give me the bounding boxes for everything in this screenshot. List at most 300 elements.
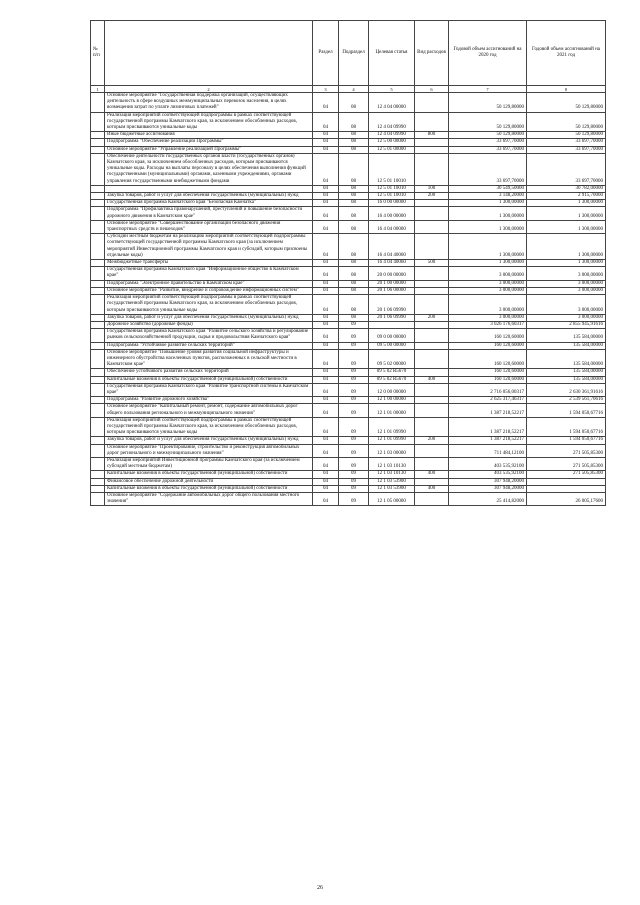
cell-2021: 271 505,85300 — [527, 471, 606, 478]
cell-target-article: 12 1 03 10130 — [369, 471, 415, 478]
table-row — [91, 492, 606, 505]
cell-expense-type — [415, 369, 449, 376]
cell-podrazdel: 09 — [339, 485, 369, 492]
cell-podrazdel: 09 — [339, 376, 369, 383]
cell-2021: 135 584,00000 — [527, 376, 606, 383]
cell-2021: 2 915,70000 — [527, 193, 606, 200]
table-row — [91, 444, 606, 457]
table-row — [91, 376, 606, 383]
cell-num — [91, 349, 105, 369]
cell-name: Подпрограмма "Обеспечение реализации Программы" — [105, 139, 313, 146]
cell-2020: 50 129,80000 — [449, 132, 527, 139]
cell-target-article: 12 1 01 09990 — [369, 437, 415, 444]
cell-expense-type — [415, 234, 449, 260]
cell-2020: 1 300,00000 — [449, 220, 527, 233]
cell-name: Государственная программа Камчатского края "Информационное общество в Камчатском крае" — [105, 267, 313, 280]
cell-name: Реализация мероприятий соответствующей подпрограммы в рамках соответствующей государственной программы Камчатского края, за исключением обособленных расходов, которым присваиваются уникальные коды — [105, 112, 313, 132]
header-target-article: Целевая статья — [369, 21, 415, 86]
cell-razdel: 04 — [313, 417, 339, 437]
cell-2021: 3 000,00000 — [527, 287, 606, 294]
table-row — [91, 234, 606, 260]
cell-target-article: 12 1 03 53900 — [369, 478, 415, 485]
cell-podrazdel: 08 — [339, 200, 369, 207]
table-row — [91, 260, 606, 267]
cell-name: Основное мероприятие "Государственная поддержка организаций, осуществляющих деятельность в сфере воздушных межмуниципальных перевозок населения, в целях возмещения затрат по уплате лизинговых платежей" — [105, 93, 313, 113]
table-row — [91, 295, 606, 315]
table-row — [91, 153, 606, 185]
cell-target-article: 09 5 02 00000 — [369, 349, 415, 369]
cell-target-article: 12 1 03 00000 — [369, 444, 415, 457]
cell-target-article: 12 1 03 53900 — [369, 485, 415, 492]
cell-2021: 2 539 561,70616 — [527, 397, 606, 404]
cell-razdel: 04 — [313, 349, 339, 369]
cell-razdel: 04 — [313, 220, 339, 233]
cell-target-article: 12 1 03 10130 — [369, 457, 415, 470]
table-row — [91, 321, 606, 328]
cell-target-article: 16 4 04 00000 — [369, 220, 415, 233]
cell-num — [91, 369, 105, 376]
cell-razdel: 04 — [313, 185, 339, 192]
cell-podrazdel: 08 — [339, 267, 369, 280]
cell-target-article: 12 4 04 09990 — [369, 132, 415, 139]
cell-name — [105, 185, 313, 192]
cell-num — [91, 132, 105, 139]
cell-2020: 307 948,20000 — [449, 478, 527, 485]
cell-num — [91, 153, 105, 185]
cell-target-article: 12 5 01 10010 — [369, 153, 415, 185]
cell-podrazdel: 08 — [339, 146, 369, 153]
cell-num — [91, 280, 105, 287]
cell-name: Закупка товаров, работ и услуг для обеспечения государственных (муниципальных) нужд — [105, 193, 313, 200]
cell-expense-type — [415, 457, 449, 470]
table-row — [91, 485, 606, 492]
cell-razdel: 04 — [313, 295, 339, 315]
cell-num — [91, 437, 105, 444]
cell-2020: 1 387 218,52217 — [449, 404, 527, 417]
cell-2021: 135 584,00000 — [527, 349, 606, 369]
cell-expense-type — [415, 139, 449, 146]
cell-num — [91, 444, 105, 457]
cell-num — [91, 267, 105, 280]
cell-razdel: 04 — [313, 193, 339, 200]
cell-name: Государственная программа Камчатского края "Развитие транспортной системы в Камчатском крае" — [105, 383, 313, 396]
cell-num — [91, 404, 105, 417]
cell-target-article: 09 5 02 R5670 — [369, 376, 415, 383]
cell-expense-type — [415, 329, 449, 342]
cell-expense-type — [415, 404, 449, 417]
cell-podrazdel: 08 — [339, 153, 369, 185]
cell-2020: 30 549,50000 — [449, 185, 527, 192]
cell-razdel: 04 — [313, 437, 339, 444]
cell-2020: 3 000,00000 — [449, 267, 527, 280]
cell-num — [91, 200, 105, 207]
cell-2020: 2 625 317,46317 — [449, 397, 527, 404]
cell-podrazdel: 08 — [339, 260, 369, 267]
header-name — [105, 21, 313, 86]
cell-num — [91, 485, 105, 492]
cell-num — [91, 314, 105, 321]
table-row — [91, 93, 606, 113]
table-row — [91, 457, 606, 470]
table-row — [91, 200, 606, 207]
colnum: 8 — [527, 86, 606, 93]
cell-podrazdel: 09 — [339, 478, 369, 485]
cell-num — [91, 492, 105, 505]
cell-2021: 135 584,00000 — [527, 342, 606, 349]
cell-razdel: 04 — [313, 314, 339, 321]
cell-2020: 3 148,20000 — [449, 193, 527, 200]
cell-name: Обеспечение устойчивого развития сельских территорий — [105, 369, 313, 376]
colnum: 2 — [105, 86, 313, 93]
cell-2021: 3 000,00000 — [527, 295, 606, 315]
colnum: 6 — [415, 86, 449, 93]
table-row — [91, 267, 606, 280]
table-row — [91, 193, 606, 200]
cell-expense-type: 400 — [415, 376, 449, 383]
cell-target-article: 16 4 00 00000 — [369, 207, 415, 220]
table-row — [91, 207, 606, 220]
cell-num — [91, 93, 105, 113]
cell-razdel: 04 — [313, 404, 339, 417]
cell-expense-type — [415, 287, 449, 294]
cell-target-article: 12 5 01 00000 — [369, 146, 415, 153]
cell-name: Капитальные вложения в объекты государственной (муниципальной) собственности — [105, 376, 313, 383]
cell-podrazdel: 09 — [339, 342, 369, 349]
cell-target-article: 09 5 02 R5670 — [369, 369, 415, 376]
cell-razdel: 04 — [313, 444, 339, 457]
cell-podrazdel: 08 — [339, 112, 369, 132]
cell-name: Подпрограмма "Профилактика правонарушений, преступлений и повышение безопасности дорожного движения в Камчатском крае" — [105, 207, 313, 220]
cell-2021: 30 782,00000 — [527, 185, 606, 192]
cell-expense-type: 200 — [415, 193, 449, 200]
cell-podrazdel: 09 — [339, 444, 369, 457]
cell-target-article: 20 1 06 09990 — [369, 314, 415, 321]
cell-razdel: 04 — [313, 234, 339, 260]
cell-target-article: 20 0 00 00000 — [369, 267, 415, 280]
cell-target-article: 16 4 04 40060 — [369, 234, 415, 260]
cell-2021: 33 697,70000 — [527, 153, 606, 185]
cell-razdel: 04 — [313, 342, 339, 349]
cell-podrazdel: 09 — [339, 383, 369, 396]
header-num: № п/п — [91, 21, 105, 86]
cell-podrazdel: 08 — [339, 207, 369, 220]
budget-table — [90, 20, 606, 506]
cell-name: Подпрограмма "Электронное правительство в Камчатском крае" — [105, 280, 313, 287]
cell-2020: 50 129,80000 — [449, 93, 527, 113]
cell-name: Капитальные вложения в объекты государственной (муниципальной) собственности — [105, 471, 313, 478]
cell-expense-type — [415, 200, 449, 207]
cell-2021: 135 584,00000 — [527, 329, 606, 342]
cell-name: Основное мероприятие "Развитие, внедрение и сопровождение информационных систем" — [105, 287, 313, 294]
cell-expense-type — [415, 112, 449, 132]
cell-name: Реализация мероприятий соответствующей подпрограммы в рамках соответствующей государственной программы Камчатского края, за исключением обособленных расходов, которым присваиваются уникальные коды — [105, 295, 313, 315]
cell-2020: 2 716 056,00317 — [449, 383, 527, 396]
cell-2021: 1 594 050,67716 — [527, 417, 606, 437]
cell-2020: 1 300,00000 — [449, 207, 527, 220]
cell-2021: 33 697,70000 — [527, 146, 606, 153]
cell-razdel: 04 — [313, 376, 339, 383]
cell-num — [91, 287, 105, 294]
cell-target-article: 12 4 04 00000 — [369, 93, 415, 113]
cell-name: Основное мероприятие "Совершенствование организации безопасного движения транспортных средств и пешеходов" — [105, 220, 313, 233]
cell-2020: 160 120,60000 — [449, 342, 527, 349]
cell-podrazdel: 08 — [339, 295, 369, 315]
header-expense-type: Вид расходов — [415, 21, 449, 86]
cell-podrazdel: 08 — [339, 132, 369, 139]
cell-podrazdel: 09 — [339, 492, 369, 505]
colnum: 5 — [369, 86, 415, 93]
cell-expense-type — [415, 321, 449, 328]
cell-expense-type: 200 — [415, 314, 449, 321]
cell-name: Подпрограмма "Устойчивое развитие сельских территорий" — [105, 342, 313, 349]
cell-expense-type — [415, 207, 449, 220]
cell-podrazdel: 08 — [339, 193, 369, 200]
cell-name: Основное мероприятие "Содержание автомобильных дорог общего пользования местного значения" — [105, 492, 313, 505]
cell-razdel: 04 — [313, 329, 339, 342]
cell-num — [91, 321, 105, 328]
cell-expense-type — [415, 397, 449, 404]
cell-expense-type — [415, 492, 449, 505]
cell-2021: 1 300,00000 — [527, 200, 606, 207]
cell-2021: 3 000,00000 — [527, 267, 606, 280]
cell-podrazdel: 08 — [339, 139, 369, 146]
cell-target-article — [369, 321, 415, 328]
cell-podrazdel: 08 — [339, 287, 369, 294]
cell-2020: 25 414,82000 — [449, 492, 527, 505]
cell-expense-type — [415, 153, 449, 185]
cell-num — [91, 397, 105, 404]
cell-target-article: 12 1 00 00000 — [369, 397, 415, 404]
cell-expense-type — [415, 295, 449, 315]
cell-razdel: 04 — [313, 492, 339, 505]
cell-num — [91, 329, 105, 342]
column-number-row — [91, 86, 606, 93]
cell-name: Подпрограмма "Развитие дорожного хозяйства" — [105, 397, 313, 404]
table-row — [91, 139, 606, 146]
cell-name: Государственная программа Камчатского края "Безопасная Камчатка" — [105, 200, 313, 207]
table-row — [91, 404, 606, 417]
cell-2020: 3 000,00000 — [449, 295, 527, 315]
cell-razdel: 04 — [313, 153, 339, 185]
table-row — [91, 132, 606, 139]
table-row — [91, 383, 606, 396]
cell-expense-type — [415, 417, 449, 437]
cell-razdel: 04 — [313, 260, 339, 267]
cell-2021: 50 129,80000 — [527, 93, 606, 113]
table-row — [91, 397, 606, 404]
cell-podrazdel: 09 — [339, 329, 369, 342]
cell-expense-type: 200 — [415, 437, 449, 444]
cell-target-article: 12 5 00 00000 — [369, 139, 415, 146]
header-2020: Годовой объем ассигнований на 2020 год — [449, 21, 527, 86]
cell-2020: 160 120,60000 — [449, 349, 527, 369]
cell-2021: 3 000,00000 — [527, 280, 606, 287]
cell-2020: 3 026 176,60317 — [449, 321, 527, 328]
cell-target-article: 12 1 01 00000 — [369, 404, 415, 417]
cell-expense-type — [415, 383, 449, 396]
table-row — [91, 112, 606, 132]
budget-table-page — [90, 20, 605, 506]
cell-num — [91, 234, 105, 260]
table-row — [91, 280, 606, 287]
cell-target-article: 20 1 06 00000 — [369, 287, 415, 294]
cell-2020: 160 120,60000 — [449, 369, 527, 376]
cell-name: Закупка товаров, работ и услуг для обеспечения государственных (муниципальных) нужд — [105, 314, 313, 321]
table-row — [91, 329, 606, 342]
cell-num — [91, 185, 105, 192]
cell-expense-type — [415, 93, 449, 113]
cell-num — [91, 220, 105, 233]
table-row — [91, 437, 606, 444]
cell-podrazdel: 09 — [339, 471, 369, 478]
cell-podrazdel: 09 — [339, 404, 369, 417]
cell-expense-type — [415, 146, 449, 153]
cell-podrazdel: 09 — [339, 437, 369, 444]
cell-expense-type — [415, 342, 449, 349]
cell-name: Государственная программа Камчатского края "Развитие сельского хозяйства и регулирование рынков сельскохозяйственной продукции, сырья и продовольствия Камчатского края" — [105, 329, 313, 342]
table-row — [91, 314, 606, 321]
header-2021: Годовой объем ассигнований на 2021 год — [527, 21, 606, 86]
cell-podrazdel: 08 — [339, 280, 369, 287]
cell-2021 — [527, 478, 606, 485]
cell-expense-type — [415, 280, 449, 287]
cell-razdel: 04 — [313, 280, 339, 287]
cell-razdel: 04 — [313, 93, 339, 113]
cell-razdel: 04 — [313, 146, 339, 153]
cell-2020: 1 300,00000 — [449, 234, 527, 260]
cell-2021: 1 300,00000 — [527, 260, 606, 267]
cell-expense-type — [415, 444, 449, 457]
cell-razdel: 04 — [313, 369, 339, 376]
cell-razdel: 04 — [313, 139, 339, 146]
cell-razdel: 04 — [313, 397, 339, 404]
cell-name: Финансовое обеспечение дорожной деятельности — [105, 478, 313, 485]
cell-podrazdel: 09 — [339, 349, 369, 369]
cell-2021: 33 697,70000 — [527, 139, 606, 146]
cell-num — [91, 139, 105, 146]
cell-name: Основное мероприятие "Управление реализацией Программы" — [105, 146, 313, 153]
cell-target-article: 12 1 01 09990 — [369, 417, 415, 437]
cell-num — [91, 342, 105, 349]
cell-num — [91, 207, 105, 220]
cell-target-article: 20 1 06 09990 — [369, 295, 415, 315]
colnum: 7 — [449, 86, 527, 93]
table-row — [91, 220, 606, 233]
cell-2020: 3 000,00000 — [449, 280, 527, 287]
cell-razdel: 04 — [313, 471, 339, 478]
cell-target-article: 20 1 00 00000 — [369, 280, 415, 287]
cell-expense-type — [415, 349, 449, 369]
cell-target-article: 12 1 05 00000 — [369, 492, 415, 505]
cell-2021: 50 129,80000 — [527, 112, 606, 132]
cell-podrazdel: 09 — [339, 369, 369, 376]
cell-podrazdel: 09 — [339, 321, 369, 328]
cell-name: Капитальные вложения в объекты государственной (муниципальной) собственности — [105, 485, 313, 492]
cell-target-article: 12 5 01 10010 — [369, 193, 415, 200]
cell-2020: 1 300,00000 — [449, 260, 527, 267]
cell-target-article: 12 5 01 10010 — [369, 185, 415, 192]
cell-2020: 1 387 218,52217 — [449, 437, 527, 444]
cell-2021: 1 300,00000 — [527, 234, 606, 260]
table-row — [91, 478, 606, 485]
cell-podrazdel: 09 — [339, 397, 369, 404]
cell-num — [91, 383, 105, 396]
header-row — [91, 21, 606, 86]
cell-expense-type: 400 — [415, 485, 449, 492]
cell-target-article: 16 4 04 40060 — [369, 260, 415, 267]
cell-2021: 1 594 050,67716 — [527, 404, 606, 417]
cell-razdel: 04 — [313, 132, 339, 139]
cell-podrazdel: 09 — [339, 457, 369, 470]
cell-expense-type: 400 — [415, 471, 449, 478]
colnum: 3 — [313, 86, 339, 93]
cell-razdel: 04 — [313, 112, 339, 132]
cell-podrazdel: 08 — [339, 234, 369, 260]
cell-razdel: 04 — [313, 321, 339, 328]
page-number: 26 — [317, 885, 323, 891]
table-row — [91, 146, 606, 153]
cell-2020: 50 129,80000 — [449, 112, 527, 132]
cell-name: Реализация мероприятий Инвестиционной программы Камчатского края (за исключением субсидий местным бюджетам) — [105, 457, 313, 470]
cell-expense-type: 500 — [415, 260, 449, 267]
cell-expense-type: 800 — [415, 132, 449, 139]
table-row — [91, 287, 606, 294]
cell-podrazdel: 08 — [339, 220, 369, 233]
cell-target-article: 12 4 04 09990 — [369, 112, 415, 132]
header-razdel: Раздел — [313, 21, 339, 86]
cell-2020: 3 000,00000 — [449, 287, 527, 294]
cell-num — [91, 471, 105, 478]
table-row — [91, 471, 606, 478]
cell-2021 — [527, 485, 606, 492]
cell-podrazdel: 08 — [339, 185, 369, 192]
cell-num — [91, 457, 105, 470]
cell-num — [91, 417, 105, 437]
cell-num — [91, 295, 105, 315]
cell-name: Иные бюджетные ассигнования — [105, 132, 313, 139]
cell-podrazdel: 09 — [339, 417, 369, 437]
cell-num — [91, 146, 105, 153]
cell-name: Дорожное хозяйство (дорожные фонды) — [105, 321, 313, 328]
cell-2020: 1 300,00000 — [449, 200, 527, 207]
cell-2020: 403 535,92100 — [449, 457, 527, 470]
cell-2020: 33 697,70000 — [449, 153, 527, 185]
cell-name: Реализация мероприятий соответствующей подпрограммы в рамках соответствующей государственной программы Камчатского края, за исключением обособленных расходов, которым присваиваются уникальные коды — [105, 417, 313, 437]
cell-target-article: 09 0 00 00000 — [369, 329, 415, 342]
cell-2021: 26 005,17600 — [527, 492, 606, 505]
cell-expense-type — [415, 220, 449, 233]
cell-expense-type — [415, 267, 449, 280]
cell-2021: 271 505,85300 — [527, 457, 606, 470]
cell-target-article: 16 0 00 00000 — [369, 200, 415, 207]
cell-name: Межбюджетные трансферты — [105, 260, 313, 267]
cell-2021: 2 630 361,91616 — [527, 383, 606, 396]
cell-razdel: 04 — [313, 287, 339, 294]
cell-razdel: 04 — [313, 457, 339, 470]
cell-podrazdel: 08 — [339, 93, 369, 113]
cell-razdel: 04 — [313, 267, 339, 280]
header-podrazdel: Подраздел — [339, 21, 369, 86]
cell-2020: 160 120,60000 — [449, 329, 527, 342]
cell-2021: 1 300,00000 — [527, 220, 606, 233]
cell-2020: 3 000,00000 — [449, 314, 527, 321]
cell-name: Основное мероприятие "Проектирование, строительство и реконструкция автомобильных дорог регионального и межмуниципального значения" — [105, 444, 313, 457]
cell-num — [91, 376, 105, 383]
table-body — [91, 93, 606, 506]
colnum: 1 — [91, 86, 105, 93]
table-row — [91, 349, 606, 369]
table-row — [91, 342, 606, 349]
